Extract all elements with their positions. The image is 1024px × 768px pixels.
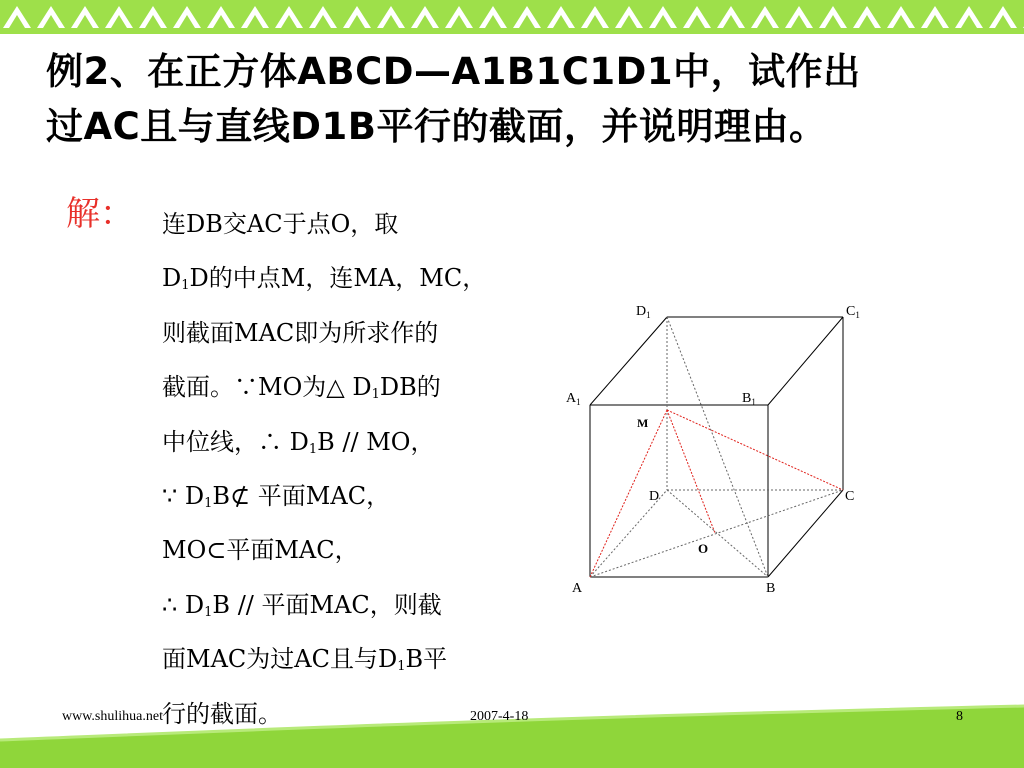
label-m: M bbox=[637, 416, 649, 430]
label-d1: $D_1$ bbox=[636, 304, 651, 320]
section-mac bbox=[590, 410, 843, 577]
solution-line-2: $D_1D$的中点M，连MA，MC， bbox=[162, 264, 487, 294]
solution-line-6: ∵ $D_1B⊄$ 平面MAC， bbox=[162, 481, 391, 511]
footer-date: 2007-4-18 bbox=[470, 709, 529, 724]
label-d: D bbox=[649, 489, 660, 504]
solution-line-7: MO⊂平面MAC， bbox=[162, 536, 359, 565]
line-mc bbox=[667, 410, 843, 490]
solution-line-10: 行的截面。 bbox=[162, 699, 282, 728]
solution-text bbox=[162, 197, 542, 741]
line-ac bbox=[590, 490, 843, 577]
problem-title bbox=[46, 44, 996, 154]
edge-b1c1 bbox=[768, 317, 843, 405]
solution-line-1: 连DB交AC于点O，取 bbox=[162, 210, 399, 238]
label-a: A bbox=[572, 581, 583, 596]
footer-website: www.shulihua.net bbox=[62, 709, 163, 724]
solution-line-5: 中位线，∴ $D_1B$ // MO， bbox=[162, 427, 435, 457]
footer-page-number: 8 bbox=[956, 709, 963, 724]
solution-line-9: 面MAC为过AC且与$D_1B$平 bbox=[162, 645, 448, 675]
cube-hidden-edges bbox=[590, 317, 843, 577]
label-b: B bbox=[766, 581, 776, 596]
line-ma bbox=[590, 410, 667, 577]
line-db bbox=[667, 490, 768, 577]
line-d1b bbox=[667, 317, 768, 577]
edge-a1d1 bbox=[590, 317, 667, 405]
solution-line-3: 则截面MAC即为所求作的 bbox=[162, 318, 439, 347]
edge-ad bbox=[590, 490, 667, 577]
label-b1: $B_1$ bbox=[742, 391, 756, 407]
title-line-1: 例2、在正方体ABCD—A1B1C1D1中，试作出 bbox=[46, 50, 861, 93]
label-a1: $A_1$ bbox=[566, 391, 581, 407]
solution-line-8: ∴ $D_1B$ // 平面MAC，则截 bbox=[162, 590, 442, 620]
edge-bc bbox=[768, 490, 843, 577]
top-decorative-band bbox=[0, 0, 1024, 34]
label-o: O bbox=[698, 541, 709, 556]
title-line-2: 过AC且与直线D1B平行的截面，并说明理由。 bbox=[46, 105, 827, 148]
line-mo bbox=[667, 410, 715, 533]
solution-label: 解： bbox=[66, 194, 134, 234]
cube-visible-edges bbox=[590, 317, 843, 577]
label-c1: $C_1$ bbox=[846, 304, 860, 320]
label-c: C bbox=[845, 489, 855, 504]
solution-line-4: 截面。∵MO为△ $D_1DB$的 bbox=[162, 373, 441, 403]
